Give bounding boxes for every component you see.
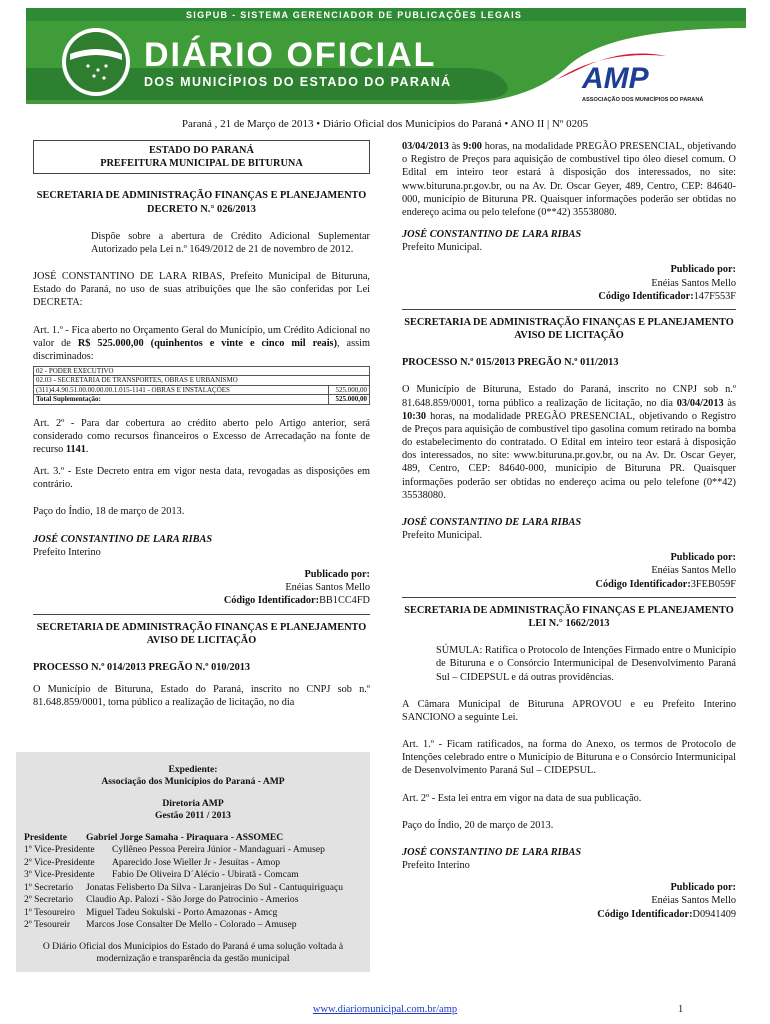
right-column [402,140,736,921]
notice-text: O Município de Bituruna, Estado do Paraná, inscrito no CNPJ sob n.º 81.648.859/0001, torna público a realização de licitação, no dia [33,684,370,709]
art2-text: Art. 2º - Para dar cobertura ao crédito aberto pelo Artigo anterior, será considerado como recursos financeiros o Excesso de Arrecadação na fonte de recurso [33,417,370,455]
amp-logo [556,54,703,103]
expediente-tagline: O Diário Oficial dos Municípios do Estado do Paraná é uma solução voltada à modernização e transparência da gestão municipal [42,940,344,965]
code-identifier [402,908,736,921]
divider [33,614,370,615]
spacer [402,542,736,551]
published-by: Enéias Santos Mello [651,895,736,907]
expediente-box [16,752,370,972]
law-summary: SÚMULA: Ratifica o Protocolo de Intenções Firmado entre o Município de Bituruna e o Consórcio Intermunicipal de Desenvolvimento Paraná Sul – CIDEPSUL e dá outras providências. [436,645,736,683]
code-label: Código Identificador: [223,595,320,607]
notice1-signer: JOSÉ CONSTANTINO DE LARA RIBAS [402,229,582,241]
spacer [402,502,736,516]
notice2-text [402,383,736,502]
published-by: Enéias Santos Mello [285,582,370,594]
spacer [33,256,370,270]
published-by: Enéias Santos Mello [651,277,736,289]
spacer [33,491,370,505]
code-label: Código Identificador: [595,578,691,590]
decree-art1 [33,324,370,364]
notice-title: AVISO DE LICITAÇÃO [146,634,257,646]
amp-logo-text: AMP [582,62,649,95]
spacer [402,805,736,819]
amp-caption: ASSOCIAÇÃO DOS MUNICÍPIOS DO PARANÁ [582,97,704,103]
notice2-signer: JOSÉ CONSTANTINO DE LARA RIBAS [402,516,582,528]
page-number: 1 [678,1004,684,1015]
code-value: 147F553F [693,290,736,302]
org-header [33,140,370,173]
code-identifier [33,594,370,607]
table-row [34,395,370,404]
member-name: Cyllêneo Pessoa Pereira Júnior - Mandaguari - Amusep [112,844,325,856]
spacer [33,216,370,230]
divider [402,309,736,310]
spacer [33,180,370,189]
spacer [402,219,736,228]
law-art2: Art. 2º - Esta lei entra em vigor na data de sua publicação. [402,792,642,804]
spacer [33,519,370,533]
notice2-at: às [723,397,736,409]
decree-signer-role: Prefeito Interino [33,546,101,558]
spacer [402,778,736,792]
law-art1: Art. 1.º - Ficam ratificados, na forma do Anexo, os termos de Protocolo de Intenções celebrado entre o Município de Bituruna e o Consórcio Intermunicipal de Desenvolvimento Paraná Sul – CIDEPSUL. [402,739,736,777]
member-row [24,894,362,906]
spacer [402,254,736,263]
published-by-label: Publicado por: [670,264,736,276]
expediente-title: Expediente: [168,764,218,775]
member-role: 3º Vice-Presidente [24,869,95,881]
code-label: Código Identificador: [597,908,693,920]
masthead-banner [26,8,746,108]
notice-process: PROCESSO N.º 014/2013 PREGÃO N.º 010/2013 [33,661,251,673]
president-row [24,832,362,844]
notice1-at: às [448,141,464,152]
spacer [402,342,736,356]
art1-amount: R$ 525.000,00 (quinhentos e vinte e cinco mil reais) [77,337,337,349]
budget-cell: 02.03 - SECRETARIA DE TRANSPORTES, OBRAS E URBANISMO [34,376,370,385]
spacer [402,724,736,738]
member-name: Gabriel Jorge Samaha - Piraquara - ASSOMEC [86,831,284,843]
spacer [33,674,370,683]
spacer [24,823,362,832]
system-name: SIGPUB - SISTEMA GERENCIADOR DE PUBLICAÇÕES LEGAIS [186,10,523,20]
left-column [33,140,370,709]
member-row [24,907,362,919]
decree-place-date: Paço do Índio, 18 de março de 2013. [33,506,185,518]
member-row [24,844,362,856]
spacer [33,408,370,417]
art2-source: 1141 [65,443,86,455]
member-name: Aparecido Jose Wieller Jr - Jesuítas - Amop [112,856,281,868]
masthead-subtitle: DOS MUNICÍPIOS DO ESTADO DO PARANÁ [144,75,452,89]
member-name: Jonatas Felisberto Da Silva - Laranjeiras Do Sul - Cantuquiriguaçu [86,881,344,893]
decree-title: DECRETO N.° 026/2013 [147,203,256,215]
member-name: Marcos Jose Consalter De Mello - Colorado – Amusep [86,919,297,931]
art2-tail: . [85,443,89,455]
spacer [33,647,370,661]
notice2-text-b: horas, na modalidade PREGÃO PRESENCIAL, objetivando o Registro de Preços para aquisição de combustível tipo gasolina comum retirado na bomba do estabelecimento do contratado. O Edital em inteiro teor estará à disposição dos interessados, no site: www.bituruna.pr.gov.br, ou na Av. Dr. Oscar Geyer, 489, Centro, CEP: 84640-000, município de Bituruna PR. Quaisquer informações poderão ser obtidas no endereço acima ou pelo telefone (0**42) 35538080. [402,410,736,501]
member-row [24,869,362,881]
member-role: 2º Tesoureir [24,919,71,931]
spacer [24,789,362,798]
member-row [24,882,362,894]
divider [402,597,736,598]
member-role: 1º Vice-Presidente [24,844,95,856]
masthead-title: DIÁRIO OFICIAL [144,36,437,74]
table-row [34,367,370,376]
spacer [402,369,736,383]
notice1-signer-role: Prefeito Municipal. [402,242,483,254]
published-by-label: Publicado por: [304,569,370,580]
table-row [34,376,370,385]
expediente-term: Gestão 2011 / 2013 [155,810,231,822]
published-by: Enéias Santos Mello [651,565,736,577]
published-by-label: Publicado por: [670,882,736,894]
member-role: 2º Vice-Presidente [24,856,95,868]
budget-value: 525.000,00 [329,395,370,404]
decree-signer: JOSÉ CONSTANTINO DE LARA RIBAS [33,533,213,545]
table-row [34,385,370,394]
notice2-process: PROCESSO N.º 015/2013 PREGÃO N.º 011/2013 [402,357,619,369]
notice1-continuation [402,140,736,219]
footer-site-link[interactable]: www.diariomunicipal.com.br/amp [312,1004,458,1015]
expediente-assoc: Associação dos Municípios do Paraná - AMP [101,776,285,788]
law-signer: JOSÉ CONSTANTINO DE LARA RIBAS [402,846,582,858]
code-identifier [402,578,736,591]
published-by-label: Publicado por: [670,552,736,564]
notice2-date: 03/04/2013 [676,397,724,409]
art1-text: Art. 1.º - Fica aberto no Orçamento Geral do Município, um Crédito Adicional no valor de [33,324,370,349]
art1-tail: , assim discriminados: [33,337,370,362]
code-value: 3FEB059F [690,578,736,590]
member-name: Claudio Ap. Palozi - São Jorge do Patrocinio - Amerios [86,894,299,906]
member-role: 1º Tesoureiro [24,906,75,918]
budget-value: 525.000,00 [329,385,370,394]
expediente-board: Diretoria AMP [162,797,224,809]
spacer [402,630,736,644]
dateline: Paraná , 21 de Março de 2013 • Diário Oficial dos Municípios do Paraná • ANO II | Nº 0205 [181,118,589,130]
budget-cell: 02 - PODER EXECUTIVO [34,367,370,376]
budget-cell: Total Suplementação: [34,395,329,404]
notice1-date: 03/04/2013 [402,141,449,152]
code-value: D0941409 [692,908,736,920]
spacer [33,559,370,568]
notice2-signer-role: Prefeito Municipal. [402,530,483,542]
spacer [33,456,370,465]
member-role: 1º Secretario [24,881,74,893]
org-prefecture: PREFEITURA MUNICIPAL DE BITURUNA [100,158,303,170]
spacer [402,832,736,846]
notice2-secretariat: SECRETARIA DE ADMINISTRAÇÃO FINANÇAS E PLANEJAMENTO [404,316,734,328]
law-intro: A Câmara Municipal de Bituruna APROVOU e eu Prefeito Interino SANCIONO a seguinte Lei. [402,698,736,723]
notice-secretariat: SECRETARIA DE ADMINISTRAÇÃO FINANÇAS E PLANEJAMENTO [36,621,367,633]
notice1-time: 9:00 [463,141,482,152]
law-place-date: Paço do Índio, 20 de março de 2013. [402,819,554,831]
decree-secretariat: SECRETARIA DE ADMINISTRAÇÃO FINANÇAS E PLANEJAMENTO [36,190,367,202]
member-role: Presidente [24,831,67,843]
member-name: Miguel Tadeu Sokulski - Porto Amazonas - Amcg [86,906,278,918]
spacer [402,872,736,881]
decree-intro: JOSÉ CONSTANTINO DE LARA RIBAS, Prefeito Municipal de Bituruna, Estado do Paraná, no uso de suas atribuições que lhe são conferidas por Lei DECRETA: [33,271,370,309]
spacer [24,932,362,941]
notice2-title: AVISO DE LICITAÇÃO [514,330,624,342]
org-state: ESTADO DO PARANÁ [149,145,254,156]
notice1-text: horas, na modalidade PREGÃO PRESENCIAL, objetivando o Registro de Preços para aquisição de combustível tipo óleo diesel comum. O Edital em inteiro teor estará à disposição dos interessados, no site: www.bituruna.pr.gov.br, ou na Av. Dr. Oscar Geyer, 489, Centro, CEP: 84640-000, município de Bituruna PR. Quaisquer informações poderão ser obtidas no endereço acima ou pelo telefone (0**42) 35538080. [402,141,736,218]
code-value: BB1CC4FD [319,595,370,607]
law-signer-role: Prefeito Interino [402,860,470,872]
law-title: LEI N.° 1662/2013 [528,617,610,629]
law-secretariat: SECRETARIA DE ADMINISTRAÇÃO FINANÇAS E PLANEJAMENTO [404,604,734,616]
decree-art2 [33,417,370,457]
budget-cell: (311)4.4.90.51.00.00.00.00.1.015-1141 - OBRAS E INSTALAÇÕES [34,385,329,394]
member-row [24,857,362,869]
parana-flag-icon [62,28,130,96]
member-name: Fabio De Oliveira D´Alécio - Ubiratã - Comcam [112,869,299,881]
budget-table [33,366,370,405]
decree-summary: Dispõe sobre a abertura de Crédito Adicional Suplementar Autorizado pela Lei n.º 1649/2012 de 21 de novembro de 2012. [91,230,370,255]
member-row [24,919,362,931]
decree-art3: Art. 3.º - Este Decreto entra em vigor nesta data, revogadas as disposições em contrário. [33,466,370,491]
spacer [402,684,736,698]
spacer [33,310,370,324]
notice2-text-a: O Município de Bituruna, Estado do Paraná, inscrito no CNPJ sob n.º 81.648.859/0001, torna público a realização de licitação, no dia [402,384,736,409]
notice2-time: 10:30 [402,410,427,422]
code-label: Código Identificador: [598,290,694,302]
divider [33,173,370,174]
footer [0,1004,770,1015]
member-role: 2º Secretario [24,894,74,906]
code-identifier [402,290,736,303]
